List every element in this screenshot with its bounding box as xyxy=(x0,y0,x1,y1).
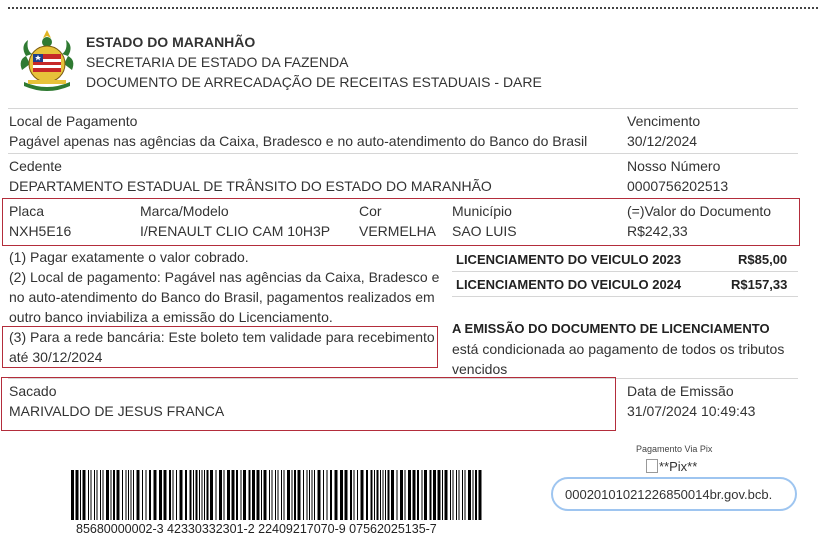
barcode-bar xyxy=(128,470,129,520)
barcode-bar xyxy=(298,470,301,520)
barcode-bar xyxy=(278,470,279,520)
data-emissao-label: Data de Emissão xyxy=(627,383,734,399)
barcode-bar xyxy=(391,470,394,520)
barcode-bar xyxy=(131,470,132,520)
barcode-bar xyxy=(309,470,310,520)
barcode-bar xyxy=(269,470,270,520)
licenciamento-2023-value: R$85,00 xyxy=(738,252,788,267)
barcode-bar xyxy=(456,470,457,520)
instruction-2-line2: no auto-atendimento do Banco do Brasil, pagamentos realizados em xyxy=(9,289,435,305)
barcode-bar xyxy=(126,470,127,520)
cor-label: Cor xyxy=(359,203,382,219)
barcode-bar xyxy=(71,470,74,520)
divider xyxy=(8,108,798,109)
secretaria-name: SECRETARIA DE ESTADO DA FAZENDA xyxy=(86,54,349,70)
barcode-bar xyxy=(405,470,406,520)
barcode-bar xyxy=(366,470,368,520)
barcode-bar xyxy=(450,470,451,520)
state-name: ESTADO DO MARANHÃO xyxy=(86,34,256,50)
instructions xyxy=(9,247,439,327)
barcode-bar xyxy=(465,470,466,520)
barcode-bar xyxy=(133,470,134,520)
barcode-bar xyxy=(417,470,419,520)
nosso-numero-value: 0000756202513 xyxy=(627,178,729,194)
local-pagamento-value: Pagável apenas nas agências da Caixa, Bradesco e no auto-atendimento do Banco do Brasil xyxy=(9,133,588,149)
barcode-bar xyxy=(281,470,282,520)
vencimento-value: 30/12/2024 xyxy=(627,133,698,149)
marca-modelo-label: Marca/Modelo xyxy=(140,203,229,219)
barcode-bar xyxy=(345,470,348,520)
barcode-bar xyxy=(397,470,398,520)
document-type: DOCUMENTO DE ARRECADAÇÃO DE RECEITAS ESTADUAIS - DARE xyxy=(86,74,542,90)
barcode-bar xyxy=(122,470,123,520)
barcode-bar xyxy=(243,470,246,520)
barcode-bar xyxy=(180,470,183,520)
barcode-bar xyxy=(83,470,86,520)
instruction-3-line1: (3) Para a rede bancária: Este boleto tem validade para recebimento xyxy=(9,329,435,345)
barcode-bar xyxy=(241,470,242,520)
barcode-bar xyxy=(199,470,200,520)
barcode-bar xyxy=(284,470,285,520)
barcode-bar xyxy=(272,470,273,520)
barcode-bar xyxy=(80,470,81,520)
instruction-3-line2: até 30/12/2024 xyxy=(9,349,103,365)
barcode-bar xyxy=(462,470,463,520)
barcode-bar xyxy=(323,470,324,520)
barcode-bar xyxy=(361,470,364,520)
barcode-bar xyxy=(76,470,79,520)
instruction-1: (1) Pagar exatamente o valor cobrado. xyxy=(9,249,249,265)
barcode-bar xyxy=(216,470,217,520)
cedente-label: Cedente xyxy=(9,158,62,174)
barcode-bar xyxy=(176,470,177,520)
barcode-bar xyxy=(111,470,112,520)
barcode-bar xyxy=(445,470,448,520)
barcode-bar xyxy=(91,470,92,520)
divider xyxy=(452,296,798,297)
dotted-cut-line xyxy=(8,7,818,9)
maranhao-coat-of-arms-icon xyxy=(18,26,76,92)
barcode-bar xyxy=(249,470,251,520)
barcode-bar xyxy=(307,470,308,520)
barcode-bar xyxy=(350,470,352,520)
barcode-bar xyxy=(100,470,101,520)
marca-modelo-value: I/RENAULT CLIO CAM 10H3P xyxy=(140,223,331,239)
nosso-numero-label: Nosso Número xyxy=(627,158,721,174)
barcode-bar xyxy=(113,470,115,520)
sacado-label: Sacado xyxy=(9,383,57,399)
barcode-bar xyxy=(207,470,209,520)
barcode-bar xyxy=(169,470,171,520)
barcode-bar xyxy=(164,470,167,520)
barcode-bar xyxy=(479,470,482,520)
barcode-bar xyxy=(380,470,381,520)
barcode-bar xyxy=(292,470,293,520)
barcode-bar xyxy=(438,470,441,520)
barcode-bar xyxy=(303,470,304,520)
barcode-bar xyxy=(330,470,332,520)
barcode-bar xyxy=(103,470,104,520)
licenciamento-2024-value: R$157,33 xyxy=(731,277,788,292)
barcode-bar xyxy=(264,470,267,520)
barcode-bar xyxy=(371,470,373,520)
barcode-bar xyxy=(117,470,120,520)
barcode-bar xyxy=(210,470,213,520)
barcode-bar xyxy=(154,470,157,520)
barcode-bar xyxy=(173,470,174,520)
barcode-bar xyxy=(413,470,416,520)
licenciamento-notice xyxy=(452,318,802,379)
barcode-bar xyxy=(385,470,386,520)
broken-image-icon xyxy=(646,459,658,473)
barcode-bar xyxy=(354,470,355,520)
barcode-bar xyxy=(357,470,358,520)
pix-copy-paste-code-field[interactable] xyxy=(551,477,797,511)
barcode-bar xyxy=(159,470,162,520)
barcode-bar xyxy=(202,470,203,520)
pix-qr-image xyxy=(646,459,697,474)
divider xyxy=(452,271,798,272)
licenciamento-notice-line1: está condicionada ao pagamento de todos os tributos xyxy=(452,341,785,357)
licenciamento-notice-title: A EMISSÃO DO DOCUMENTO DE LICENCIAMENTO xyxy=(452,321,770,336)
barcode-bar xyxy=(190,470,192,520)
barcode-bar xyxy=(388,470,390,520)
barcode-bar xyxy=(468,470,471,520)
placa-value: NXH5E16 xyxy=(9,223,72,239)
barcode-bar xyxy=(400,470,403,520)
placa-label: Placa xyxy=(9,203,45,219)
licenciamento-2023-label: LICENCIAMENTO DO VEICULO 2023 xyxy=(456,252,682,267)
licenciamento-notice-line2: vencidos xyxy=(452,361,508,377)
municipio-label: Município xyxy=(452,203,512,219)
barcode-bar xyxy=(236,470,238,520)
barcode-bar xyxy=(232,470,235,520)
barcode-bar xyxy=(430,470,432,520)
data-emissao-value: 31/07/2024 10:49:43 xyxy=(627,403,756,419)
barcode-bar xyxy=(422,470,423,520)
barcode-bar xyxy=(383,470,384,520)
instruction-2-line3: outro banco inviabiliza a emissão do Licenciamento. xyxy=(9,309,333,325)
barcode-bar xyxy=(94,470,95,520)
barcode-bar xyxy=(257,470,260,520)
barcode-bar xyxy=(377,470,379,520)
barcode-bar xyxy=(433,470,436,520)
valor-documento-value: R$242,33 xyxy=(627,223,688,239)
barcode-bar xyxy=(146,470,147,520)
vencimento-label: Vencimento xyxy=(627,113,701,129)
local-pagamento-label: Local de Pagamento xyxy=(9,113,138,129)
cedente-value: DEPARTAMENTO ESTADUAL DE TRÂNSITO DO ESTADO DO MARANHÃO xyxy=(9,178,492,194)
barcode-bar xyxy=(275,470,276,520)
barcode-bar xyxy=(473,470,474,520)
instruction-2-line1: (2) Local de pagamento: Pagável nas agências da Caixa, Bradesco e xyxy=(9,269,440,285)
cor-value: VERMELHA xyxy=(359,223,437,239)
barcode-bar xyxy=(261,470,262,520)
barcode-bar xyxy=(459,470,460,520)
barcode-bar xyxy=(97,470,98,520)
barcode-bar xyxy=(196,470,198,520)
barcode-bar xyxy=(149,470,151,520)
barcode-bar xyxy=(193,470,194,520)
barcode-bar xyxy=(137,470,140,520)
barcode xyxy=(71,470,484,520)
pix-payment-label: Pagamento Via Pix xyxy=(636,444,713,454)
barcode-bar xyxy=(185,470,187,520)
barcode-bar xyxy=(88,470,89,520)
barcode-bar xyxy=(314,470,315,520)
municipio-value: SAO LUIS xyxy=(452,223,517,239)
barcode-bar xyxy=(219,470,222,520)
barcode-bar xyxy=(340,470,343,520)
divider xyxy=(8,153,798,154)
barcode-bar xyxy=(224,470,225,520)
pix-image-alt-text: **Pix** xyxy=(659,459,698,474)
barcode-bar xyxy=(106,470,109,520)
barcode-bar xyxy=(424,470,427,520)
barcode-bar xyxy=(327,470,328,520)
barcode-bar xyxy=(312,470,313,520)
instruction-3 xyxy=(9,327,435,367)
barcode-bar xyxy=(374,470,375,520)
sacado-value: MARIVALDO DE JESUS FRANCA xyxy=(9,403,225,419)
barcode-bar xyxy=(252,470,255,520)
licenciamento-2024-label: LICENCIAMENTO DO VEICULO 2024 xyxy=(456,277,682,292)
barcode-bar xyxy=(453,470,454,520)
barcode-bar xyxy=(318,470,321,520)
barcode-bar xyxy=(475,470,477,520)
barcode-bar xyxy=(294,470,296,520)
barcode-bar xyxy=(142,470,143,520)
barcode-bar xyxy=(287,470,290,520)
valor-documento-label: (=)Valor do Documento xyxy=(627,203,772,219)
barcode-bar xyxy=(335,470,338,520)
barcode-bar xyxy=(442,470,443,520)
barcode-bar xyxy=(227,470,230,520)
barcode-bar xyxy=(408,470,411,520)
linha-digitavel: 85680000002-3 42330332301-2 22409217070-9 07562025135-7 xyxy=(76,522,437,536)
barcode-bar xyxy=(204,470,205,520)
